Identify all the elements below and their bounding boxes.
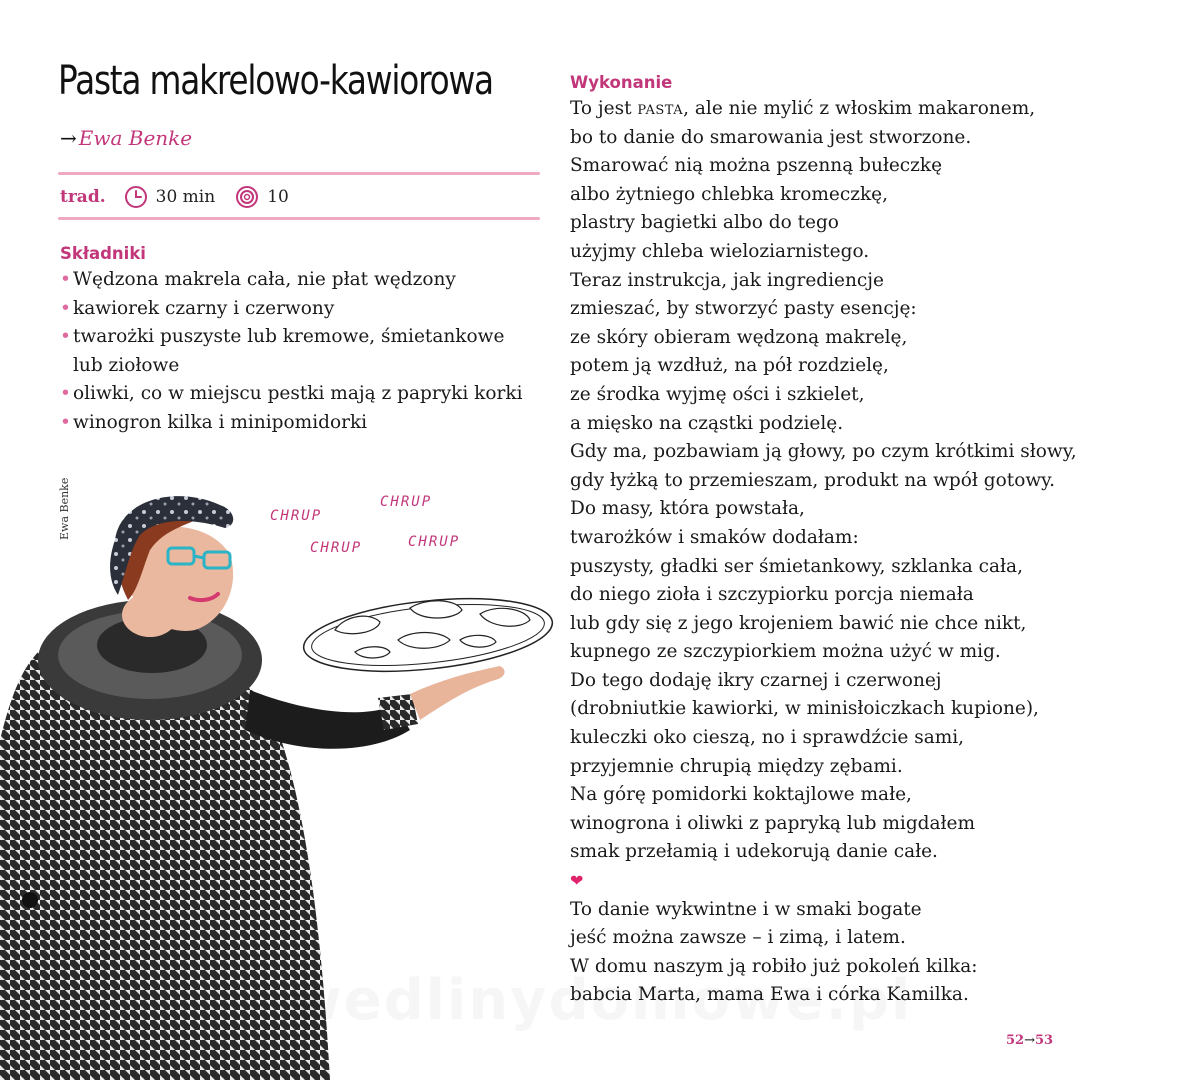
method-line: ze środka wyjmę ości i szkielet, [570, 383, 865, 405]
divider-bottom [58, 217, 540, 220]
heart-icon: ❤ [570, 871, 584, 891]
sketch-word: CHRUP [380, 494, 433, 510]
method-line-end: , ale nie mylić z włoskim makaronem, [683, 98, 1036, 119]
hand [410, 666, 505, 720]
plate-icon [235, 185, 259, 209]
author-arrow: → [60, 126, 77, 150]
ingredient-item: • kawiorek czarny i czerwony [60, 295, 540, 324]
method-line: kupnego ze szczypiorkiem można użyć w mig. [570, 641, 1001, 663]
method-line: Do masy, która powstała, [570, 498, 805, 520]
method-line: Teraz instrukcja, jak ingrediencje [570, 269, 884, 291]
page-numbers [1006, 1033, 1053, 1048]
method-line: twarożków i smaków dodałam: [570, 526, 859, 548]
method-line: Smarować nią można pszenną bułeczkę [570, 155, 943, 177]
recipe-title: Pasta makrelowo-kawiorowa [58, 58, 493, 104]
method-line: winogrona i oliwki z papryką lub migdałem [570, 812, 976, 834]
method-line: smak przełamią i udekorują danie całe. [570, 841, 938, 863]
method-line: ze skóry obieram wędzoną makrelę, [570, 326, 908, 348]
method-line: kuleczki oko cieszą, no i sprawdźcie sami, [570, 727, 965, 749]
clock-icon [124, 185, 148, 209]
ingredient-item: • winogron kilka i minipomidorki [60, 409, 540, 438]
method-line: użyjmy chleba wieloziarnistego. [570, 240, 870, 262]
method-line: lub gdy się z jego krojeniem bawić nie chce nikt, [570, 612, 1027, 634]
page-arrow: → [1024, 1033, 1035, 1048]
servings-value: 10 [267, 187, 289, 207]
method-line: Do tego dodaję ikry czarnej i czerwonej [570, 669, 942, 691]
method-heading: Wykonanie [570, 73, 673, 92]
tradition-label: trad. [60, 187, 106, 207]
closing-line: babcia Marta, mama Ewa i córka Kamilka. [570, 984, 969, 1006]
ingredients-heading: Składniki [60, 244, 146, 263]
sketch-word: CHRUP [408, 534, 461, 550]
method-line: gdy łyżką to przemieszam, produkt na wpół gotowy. [570, 469, 1056, 491]
method-line: a mięsko na cząstki podzielę. [570, 412, 844, 434]
method-line: zmieszać, by stworzyć pasty esencję: [570, 298, 917, 320]
recipe-meta [60, 182, 309, 212]
time-value: 30 min [155, 187, 216, 207]
page-right: 53 [1035, 1033, 1054, 1048]
closing-line: jeść można zawsze – i zimą, i latem. [570, 927, 906, 949]
method-line: puszysty, gładki ser śmietankowy, szklanka cała, [570, 555, 1023, 577]
ingredient-text: twarożki puszyste lub kremowe, śmietankowe [73, 326, 505, 348]
cuff [378, 694, 418, 730]
watermark [290, 968, 912, 1033]
photo-caption: Ewa Benke [58, 477, 71, 540]
method-line-start: To jest [570, 98, 638, 119]
method-line: przyjemnie chrupią między zębami. [570, 755, 903, 777]
method-text [570, 95, 1077, 1010]
ingredient-item: • Wędzona makrela cała, nie płat wędzony [60, 266, 540, 295]
ingredient-item: • oliwki, co w miejscu pestki mają z papryki korki [60, 380, 540, 409]
method-line: (drobniutkie kawiorki, w minisłoiczkach kupione), [570, 698, 1039, 720]
author-name: Ewa Benke [78, 126, 193, 150]
method-line: do niego zioła i szczypiorku porcja niemała [570, 584, 974, 606]
closing-line: W domu naszym ją robiło już pokoleń kilka: [570, 955, 978, 977]
ingredient-item [60, 323, 540, 380]
author-line [60, 126, 192, 150]
ingredient-text-continued: lub ziołowe [73, 354, 180, 376]
method-line: plastry bagietki albo do tego [570, 212, 839, 234]
method-line: Na górę pomidorki koktajlowe małe, [570, 784, 912, 806]
divider-top [58, 172, 540, 175]
method-line [570, 95, 1077, 124]
page-left: 52 [1006, 1033, 1025, 1048]
method-line: Gdy ma, pozbawiam ją głowy, po czym krótkimi słowy, [570, 441, 1077, 463]
sketch-word: CHRUP [270, 508, 323, 524]
method-line-smallcaps: pasta [637, 98, 684, 119]
sketch-word: CHRUP [310, 540, 363, 556]
ingredients-list [60, 266, 540, 438]
closing-line: To danie wykwintne i w smaki bogate [570, 898, 922, 920]
method-line: potem ją wzdłuż, na pół rozdzielę, [570, 355, 889, 377]
method-line: bo to danie do smarowania jest stworzone. [570, 126, 972, 148]
method-line: albo żytniego chlebka kromeczkę, [570, 183, 889, 205]
